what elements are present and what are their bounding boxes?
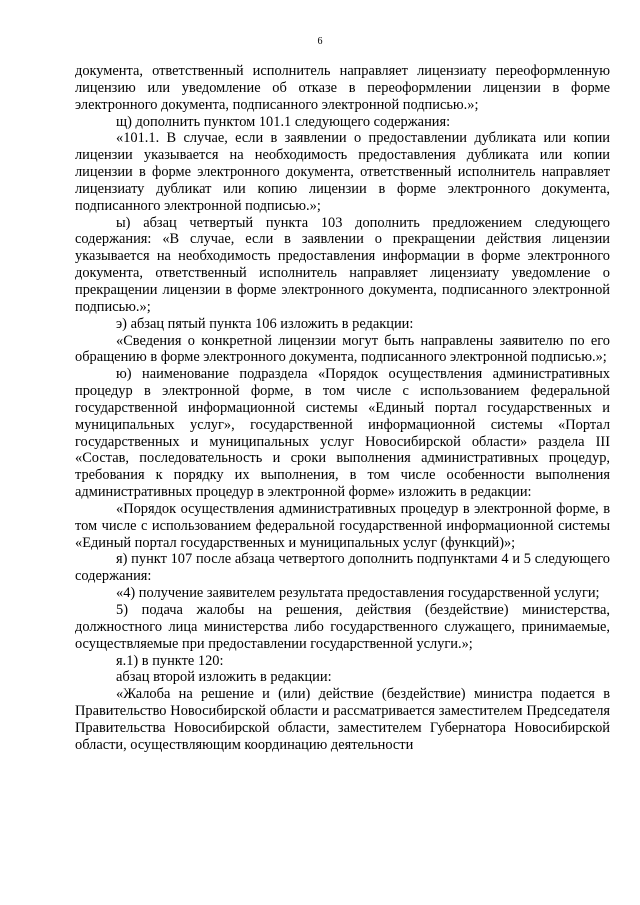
document-body	[75, 63, 610, 754]
paragraph: щ) дополнить пунктом 101.1 следующего содержания:	[116, 113, 451, 130]
paragraph: 5) подача жалобы на решения, действия (бездействие) министерства, должностного лица министерства либо государственного служащего, принимаемые, осуществляемые при предоставлении государственной услуги.»;	[75, 602, 610, 652]
paragraph: ы) абзац четвертый пункта 103 дополнить предложением следующего содержания: «В случае, если в заявлении о прекращении действия лицензии указывается на необходимость предоставления информации в форме электронного документа, ответственный исполнитель направляет лицензиату уведомление о прекращении лицензии в форме электронного документа, подписанного электронной подписью.»;	[75, 214, 610, 315]
paragraph: я.1) в пункте 120:	[116, 652, 224, 669]
paragraph: ю) наименование подраздела «Порядок осуществления административных процедур в электронной форме, в том числе с использованием федеральной государственной информационной системы «Единый портал государственных и муниципальных услуг», государственной информационной системы «Портал государственных и муниципальных услуг Новосибирской области» раздела III «Состав, последовательность и сроки выполнения административных процедур, требования к порядку их выполнения, в том числе особенности выполнения административных процедур в электронной форме» изложить в редакции:	[75, 366, 610, 501]
paragraph: абзац второй изложить в редакции:	[116, 669, 332, 686]
paragraph: документа, ответственный исполнитель направляет лицензиату переоформленную лицензию или уведомление об отказе в переоформлении лицензии в форме электронного документа, подписанного электронной подписью.»;	[75, 63, 610, 113]
page-number: 6	[317, 36, 323, 47]
paragraph: я) пункт 107 после абзаца четвертого дополнить подпунктами 4 и 5 следующего содержания:	[75, 551, 610, 585]
paragraph: «Сведения о конкретной лицензии могут быть направлены заявителю по его обращению в форме электронного документа, подписанного электронной подписью.»;	[75, 332, 610, 366]
paragraph: «4) получение заявителем результата предоставления государственной услуги;	[116, 585, 600, 602]
paragraph: «Жалоба на решение и (или) действие (бездействие) министра подается в Правительство Новосибирской области и рассматривается заместителем Председателя Правительства Новосибирской области, заместителем Губернатора Новосибирской области, осуществляющим координацию деятельности	[75, 686, 610, 753]
paragraph: «101.1. В случае, если в заявлении о предоставлении дубликата или копии лицензии указывается на необходимость предоставления дубликата или копии лицензии в форме электронного документа, ответственный исполнитель направляет лицензиату дубликат или копию лицензии в форме электронного документа, подписанного электронной подписью.»;	[75, 130, 610, 214]
paragraph: э) абзац пятый пункта 106 изложить в редакции:	[116, 315, 414, 332]
paragraph: «Порядок осуществления административных процедур в электронной форме, в том числе с использованием федеральной государственной информационной системы «Единый портал государственных и муниципальных услуг (функций)»;	[75, 500, 610, 551]
